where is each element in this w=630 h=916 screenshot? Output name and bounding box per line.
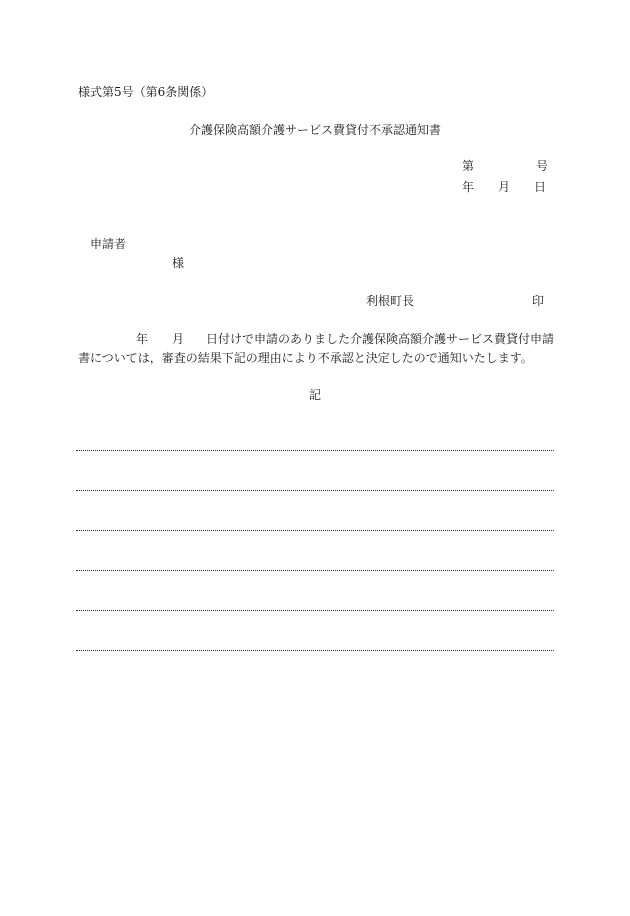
document-number-prefix: 第: [462, 159, 475, 173]
seal-mark: 印: [532, 294, 545, 308]
body-line-1-text: 日付けで申請のありました介護保険高額介護サービス費貸付申請: [206, 332, 555, 346]
form-number: 様式第5号（第6条関係）: [78, 85, 214, 99]
body-line-2: 書については，審査の結果下記の理由により不承認と決定したので通知いたします。: [78, 351, 533, 365]
body-month-label: 月: [172, 332, 185, 346]
reason-line: [76, 490, 554, 491]
ki-heading: 記: [308, 388, 321, 402]
date-month-label: 月: [498, 180, 511, 194]
body-paragraph: [78, 330, 558, 368]
applicant-honorific: 様: [172, 256, 185, 270]
date-day-label: 日: [534, 180, 547, 194]
body-year-label: 年: [136, 332, 149, 346]
issuer-name: 利根町長: [366, 294, 415, 308]
body-line-1: [78, 330, 558, 349]
reason-line: [76, 610, 554, 611]
applicant-label: 申請者: [90, 237, 127, 251]
reason-line: [76, 530, 554, 531]
document-number-suffix: 号: [536, 159, 549, 173]
document-title: 介護保険高額介護サービス費貸付不承認通知書: [188, 123, 441, 137]
reason-line: [76, 450, 554, 451]
date-year-label: 年: [462, 180, 475, 194]
reason-line: [76, 650, 554, 651]
reason-line: [76, 570, 554, 571]
